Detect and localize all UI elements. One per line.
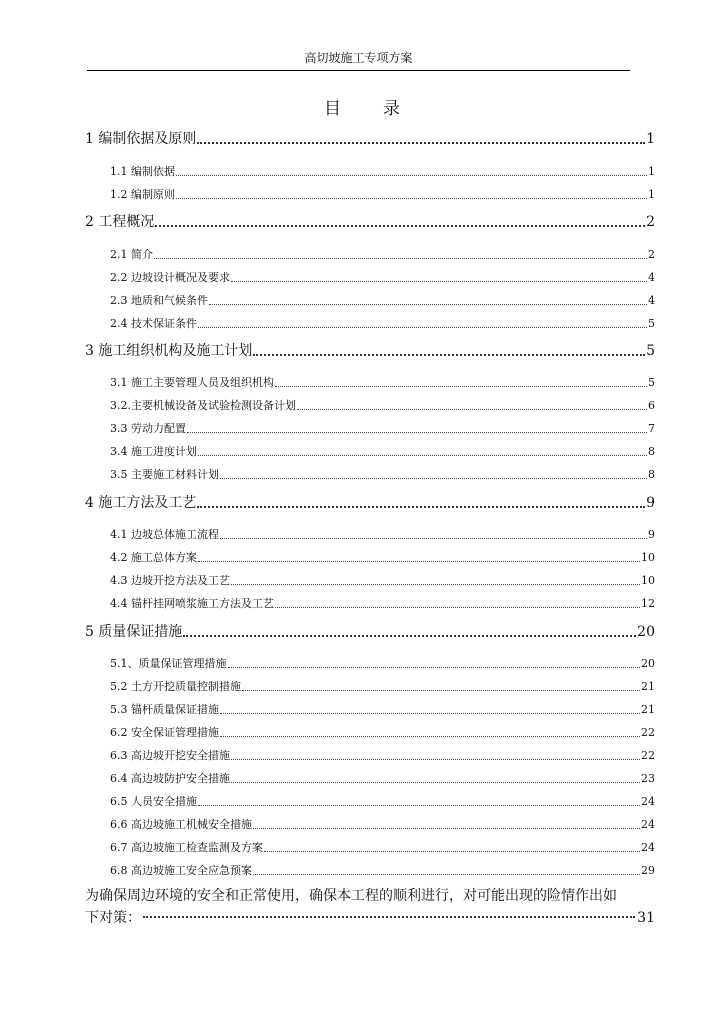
toc-chapter-entry[interactable] [85,128,655,148]
dot-leader [231,759,640,760]
toc-page-number: 4 [648,294,655,307]
dot-leader [154,258,647,259]
toc-section-entry[interactable] [110,397,655,413]
toc-entry-label: 1.2 编制原则 [110,188,175,201]
toc-page-number: 20 [637,624,655,640]
toc-entry-label: 4 施工方法及工艺 [85,495,197,511]
dot-leader [231,782,640,783]
toc-entry-label: 4.2 施工总体方案 [110,551,197,564]
closing-entry[interactable] [85,885,655,929]
toc-entry-label: 3 施工组织机构及施工计划 [85,343,253,359]
toc-section-entry[interactable] [110,701,655,717]
toc-entry-label: 4.4 锚杆挂网喷浆施工方法及工艺 [110,597,274,610]
toc-entry-label: 2.3 地质和气候条件 [110,294,208,307]
dot-leader [176,175,647,176]
dot-leader [253,874,640,875]
dot-leader [220,713,640,714]
dot-leader [228,667,641,668]
toc-page-number: 21 [641,703,655,716]
toc-section-entry[interactable] [110,246,655,262]
toc-section-entry[interactable] [110,655,655,671]
toc-section-entry[interactable] [110,443,655,459]
toc-section-entry[interactable] [110,292,655,308]
dot-leader [143,916,635,918]
dot-leader [187,432,647,433]
toc-page-number: 21 [641,680,655,693]
dot-leader [198,455,647,456]
toc-page-number: 1 [648,188,655,201]
closing-line-1: 为确保周边环境的安全和正常使用，确保本工程的顺利进行，对可能出现的险情作出如 [85,888,617,904]
toc-page-number: 1 [646,131,655,147]
toc-page-number: 9 [648,528,655,541]
toc-page-number: 8 [648,445,655,458]
toc-section-entry[interactable] [110,315,655,331]
dot-leader [176,198,647,199]
dot-leader [197,506,645,508]
toc-entry-label: 3.2.主要机械设备及试验检测设备计划 [110,399,296,412]
toc-section-entry[interactable] [110,549,655,565]
toc-section-entry[interactable] [110,678,655,694]
toc-page-number: 22 [641,749,655,762]
dot-leader [220,538,647,539]
toc-page-number: 29 [641,864,655,877]
closing-page-number: 31 [637,910,655,926]
dot-leader [198,561,640,562]
toc-page-number: 5 [648,317,655,330]
toc-section-entry[interactable] [110,770,655,786]
toc-entry-label: 1.1 编制依据 [110,165,175,178]
toc-page-number: 24 [641,818,655,831]
toc-section-entry[interactable] [110,595,655,611]
toc-entry-label: 2.4 技术保证条件 [110,317,197,330]
dot-leader [209,304,647,305]
toc-entry-label: 4.1 边坡总体施工流程 [110,528,219,541]
toc-page-number: 23 [641,772,655,785]
toc-entry-label: 6.3 高边坡开挖安全措施 [110,749,230,762]
toc-entry-label: 5.1、质量保证管理措施 [110,657,227,670]
dot-leader [264,851,640,852]
toc-entry-label: 5 质量保证措施 [85,624,183,640]
toc-page-number: 2 [648,248,655,261]
toc-section-entry[interactable] [110,269,655,285]
dot-leader [198,805,640,806]
toc-page-number: 8 [648,468,655,481]
toc-entry-label: 3.4 施工进度计划 [110,445,197,458]
toc-section-entry[interactable] [110,374,655,390]
toc-entry-label: 6.7 高边坡施工检查监测及方案 [110,841,263,854]
toc-page-number: 6 [648,399,655,412]
toc-page-number: 1 [648,165,655,178]
dot-leader [220,478,647,479]
toc-page-number: 12 [641,597,655,610]
toc-section-entry[interactable] [110,572,655,588]
dot-leader [275,386,647,387]
toc-page-number: 5 [648,376,655,389]
toc-page-number: 22 [641,726,655,739]
toc-entry-label: 6.4 高边坡防护安全措施 [110,772,230,785]
toc-section-entry[interactable] [110,420,655,436]
toc-section-entry[interactable] [110,816,655,832]
dot-leader [155,225,645,227]
toc-entry-label: 6.2 安全保证管理措施 [110,726,219,739]
header-rule [87,70,630,71]
dot-leader [297,409,647,410]
dot-leader [231,281,647,282]
dot-leader [253,828,640,829]
toc-page-number: 24 [641,795,655,808]
toc-section-entry[interactable] [110,839,655,855]
toc-chapter-entry[interactable] [85,211,655,231]
dot-leader [231,584,640,585]
dot-leader [198,327,647,328]
toc-chapter-entry[interactable] [85,340,655,360]
toc-chapter-entry[interactable] [85,621,655,641]
toc-entry-label: 4.3 边坡开挖方法及工艺 [110,574,230,587]
closing-line-2: 下对策： [85,910,141,926]
toc-page-number: 5 [646,343,655,359]
toc-title-left: 目 [324,99,341,119]
toc-page-number: 10 [641,551,655,564]
dot-leader [220,736,640,737]
toc-page-number: 9 [646,495,655,511]
toc-title [0,94,724,119]
toc-section-entry[interactable] [110,793,655,809]
dot-leader [253,354,645,356]
toc-entry-label: 6.5 人员安全措施 [110,795,197,808]
toc-page-number: 7 [648,422,655,435]
toc-section-entry[interactable] [110,747,655,763]
toc-entry-label: 6.8 高边坡施工安全应急预案 [110,864,252,877]
toc-page-number: 4 [648,271,655,284]
toc-section-entry[interactable] [110,526,655,542]
toc-page-number: 24 [641,841,655,854]
toc-page-number: 20 [641,657,655,670]
toc-entry-label: 2.2 边坡设计概况及要求 [110,271,230,284]
toc-page-number: 10 [641,574,655,587]
toc-section-entry[interactable] [110,186,655,202]
toc-entry-label: 3.5 主要施工材料计划 [110,468,219,481]
toc-section-entry[interactable] [110,724,655,740]
toc-entry-label: 6.6 高边坡施工机械安全措施 [110,818,252,831]
dot-leader [197,142,645,144]
toc-section-entry[interactable] [110,862,655,878]
toc-entry-label: 5.2 土方开挖质量控制措施 [110,680,241,693]
toc-section-entry[interactable] [110,466,655,482]
toc-entry-label: 2.1 简介 [110,248,153,261]
dot-leader [183,635,636,637]
toc-entry-label: 3.3 劳动力配置 [110,422,186,435]
running-header: 高切坡施工专项方案 [304,51,413,65]
dot-leader [275,607,640,608]
toc-entry-label: 1 编制依据及原则 [85,131,197,147]
toc-title-right: 录 [383,99,400,119]
toc-entry-label: 3.1 施工主要管理人员及组织机构 [110,376,274,389]
toc-section-entry[interactable] [110,163,655,179]
toc-entry-label: 2 工程概况 [85,214,155,230]
toc-entry-label: 5.3 锚杆质量保证措施 [110,703,219,716]
toc-chapter-entry[interactable] [85,492,655,512]
dot-leader [242,690,640,691]
toc-page-number: 2 [646,214,655,230]
